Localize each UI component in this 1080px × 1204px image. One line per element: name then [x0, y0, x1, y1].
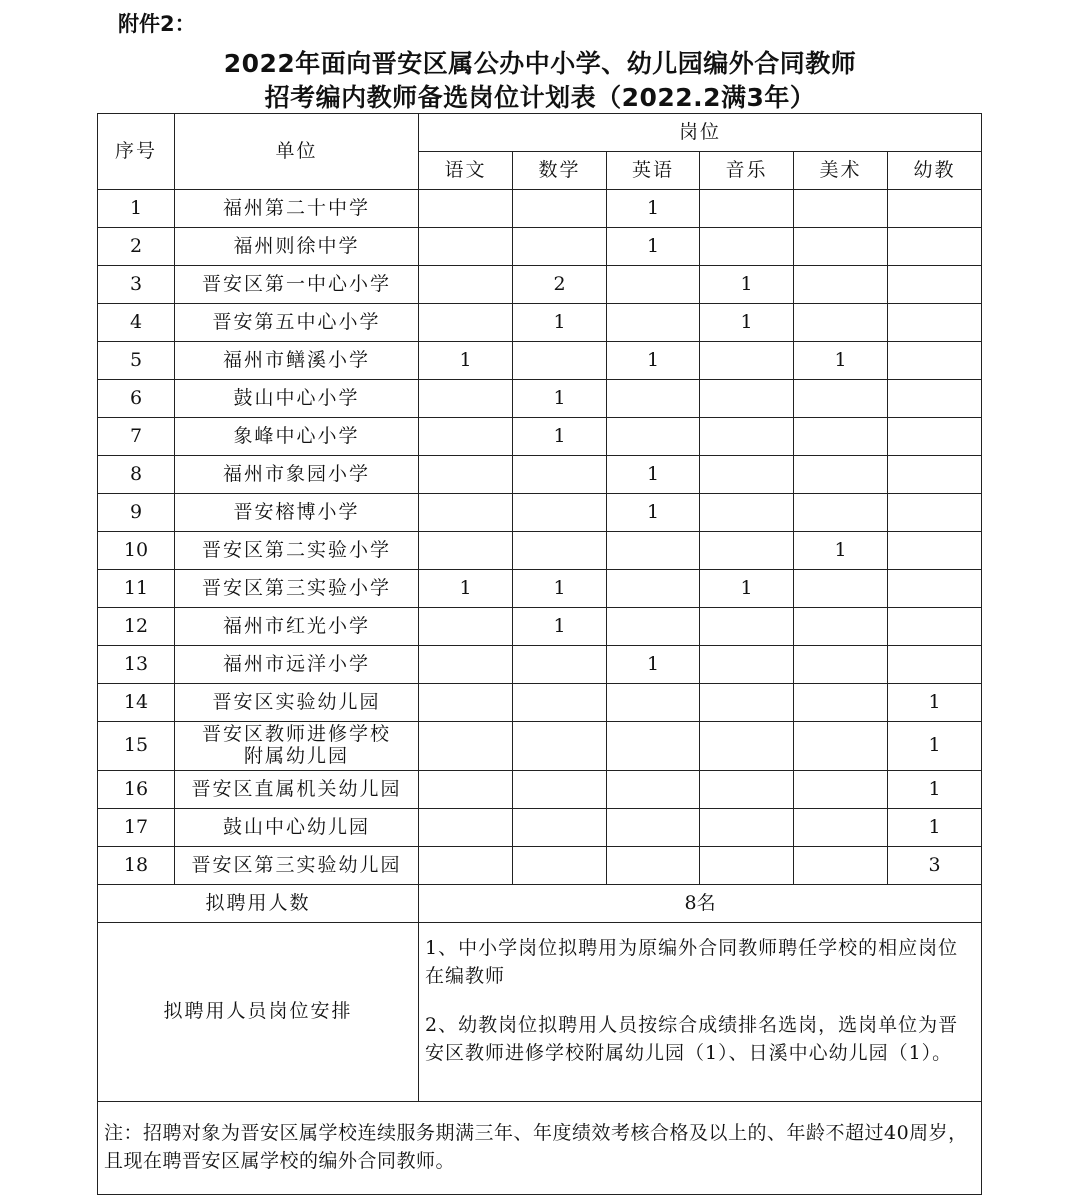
row-seq: 16 [98, 771, 175, 809]
attachment-label: 附件2： [118, 12, 196, 36]
document-title-line-1: 2022年面向晋安区属公办中小学、幼儿园编外合同教师 [223, 49, 857, 78]
row-seq: 7 [98, 418, 175, 456]
row-seq: 8 [98, 456, 175, 494]
row-value: 1 [700, 570, 794, 608]
total-row [98, 885, 982, 923]
row-unit: 晋安区第一中心小学 [175, 266, 419, 304]
row-value: 1 [607, 456, 700, 494]
row-value [700, 646, 794, 684]
row-value [513, 228, 607, 266]
table-row [98, 342, 982, 380]
row-unit-line-1: 晋安区教师进修学校 [201, 723, 391, 746]
table-row [98, 771, 982, 809]
row-unit: 晋安榕博小学 [175, 494, 419, 532]
row-value [794, 494, 888, 532]
arrangement-note-2: 2、幼教岗位拟聘用人员按综合成绩排名选岗，选岗单位为晋安区教师进修学校附属幼儿园（1）、日溪中心幼儿园（1）。 [425, 1014, 959, 1064]
row-value [607, 608, 700, 646]
row-value [794, 228, 888, 266]
row-value [888, 532, 982, 570]
row-value [513, 684, 607, 722]
row-value [700, 418, 794, 456]
row-value [700, 809, 794, 847]
footnote: 注：招聘对象为晋安区属学校连续服务期满三年、年度绩效考核合格及以上的、年龄不超过40周岁，且现在聘晋安区属学校的编外合同教师。 [98, 1102, 982, 1195]
table-row [98, 228, 982, 266]
row-unit: 晋安区第三实验小学 [175, 570, 419, 608]
row-value [513, 722, 607, 771]
header-row [98, 114, 982, 152]
row-seq: 10 [98, 532, 175, 570]
row-value [419, 380, 513, 418]
row-value [794, 570, 888, 608]
arrangement-label: 拟聘用人员岗位安排 [98, 923, 419, 1102]
row-value: 1 [607, 342, 700, 380]
row-value [794, 190, 888, 228]
row-value [888, 380, 982, 418]
row-value [419, 532, 513, 570]
row-value [794, 456, 888, 494]
row-value: 1 [888, 809, 982, 847]
table-row [98, 418, 982, 456]
row-seq: 4 [98, 304, 175, 342]
row-value: 1 [513, 608, 607, 646]
row-seq: 11 [98, 570, 175, 608]
row-value [513, 532, 607, 570]
row-value [419, 266, 513, 304]
row-value [607, 532, 700, 570]
arrangement-row [98, 923, 982, 1102]
row-unit-line-2: 附属幼儿园 [243, 745, 349, 767]
row-value: 1 [607, 646, 700, 684]
row-value: 1 [513, 418, 607, 456]
row-unit: 晋安区第二实验小学 [175, 532, 419, 570]
row-value [888, 608, 982, 646]
table-row [98, 684, 982, 722]
row-value [419, 646, 513, 684]
total-label: 拟聘用人数 [98, 885, 419, 923]
row-value [794, 646, 888, 684]
row-seq: 5 [98, 342, 175, 380]
row-unit: 福州市象园小学 [175, 456, 419, 494]
row-seq: 18 [98, 847, 175, 885]
row-seq: 9 [98, 494, 175, 532]
row-value [794, 266, 888, 304]
row-value [888, 266, 982, 304]
row-unit: 鼓山中心小学 [175, 380, 419, 418]
arrangement-notes [419, 923, 982, 1102]
row-seq: 14 [98, 684, 175, 722]
row-value [419, 847, 513, 885]
row-value: 1 [794, 532, 888, 570]
document-title-line-2: 招考编内教师备选岗位计划表（2022.2满3年） [264, 83, 816, 112]
row-value [419, 809, 513, 847]
header-subject-preschool: 幼教 [888, 152, 982, 190]
row-value [607, 722, 700, 771]
row-value [794, 771, 888, 809]
table-row [98, 608, 982, 646]
row-unit [175, 722, 419, 771]
row-seq: 2 [98, 228, 175, 266]
row-value [607, 380, 700, 418]
row-value: 1 [419, 342, 513, 380]
row-value [700, 771, 794, 809]
row-value [888, 228, 982, 266]
row-value [419, 190, 513, 228]
row-value [700, 342, 794, 380]
row-value [513, 809, 607, 847]
row-value [607, 809, 700, 847]
table-row [98, 532, 982, 570]
row-value [888, 304, 982, 342]
row-seq: 12 [98, 608, 175, 646]
row-value [888, 342, 982, 380]
row-value [607, 266, 700, 304]
row-value [700, 847, 794, 885]
row-value [607, 847, 700, 885]
table-row [98, 266, 982, 304]
header-subject-english: 英语 [607, 152, 700, 190]
table-row [98, 809, 982, 847]
row-value [794, 380, 888, 418]
row-value [700, 190, 794, 228]
row-value: 2 [513, 266, 607, 304]
row-value [419, 228, 513, 266]
row-value [513, 342, 607, 380]
table-row [98, 646, 982, 684]
table-row [98, 380, 982, 418]
table-row [98, 847, 982, 885]
row-seq: 17 [98, 809, 175, 847]
row-value [513, 456, 607, 494]
row-seq: 1 [98, 190, 175, 228]
row-unit: 晋安区实验幼儿园 [175, 684, 419, 722]
row-value [419, 418, 513, 456]
row-value: 1 [419, 570, 513, 608]
row-seq: 3 [98, 266, 175, 304]
header-positions: 岗位 [419, 114, 982, 152]
row-value: 1 [794, 342, 888, 380]
header-subject-art: 美术 [794, 152, 888, 190]
row-value [888, 494, 982, 532]
arrangement-note-1: 1、中小学岗位拟聘用为原编外合同教师聘任学校的相应岗位在编教师 [425, 937, 959, 987]
row-value: 1 [888, 771, 982, 809]
row-value: 1 [607, 228, 700, 266]
row-value: 1 [607, 190, 700, 228]
total-value: 8名 [419, 885, 982, 923]
row-value: 1 [607, 494, 700, 532]
row-unit: 晋安区第三实验幼儿园 [175, 847, 419, 885]
row-value [419, 456, 513, 494]
row-value [700, 228, 794, 266]
row-value [513, 646, 607, 684]
row-value [513, 190, 607, 228]
row-unit: 晋安区直属机关幼儿园 [175, 771, 419, 809]
table-row [98, 456, 982, 494]
row-value [419, 494, 513, 532]
row-value [419, 684, 513, 722]
row-value [419, 304, 513, 342]
row-value [794, 304, 888, 342]
row-seq: 6 [98, 380, 175, 418]
row-value [888, 570, 982, 608]
row-unit: 晋安第五中心小学 [175, 304, 419, 342]
row-value [888, 190, 982, 228]
header-subject-math: 数学 [513, 152, 607, 190]
row-value [700, 456, 794, 494]
row-value: 3 [888, 847, 982, 885]
header-unit: 单位 [175, 114, 419, 190]
row-value [607, 771, 700, 809]
row-value [607, 418, 700, 456]
row-seq: 15 [98, 722, 175, 771]
row-value: 1 [513, 304, 607, 342]
row-value [700, 380, 794, 418]
row-unit: 福州市远洋小学 [175, 646, 419, 684]
row-value [888, 646, 982, 684]
row-value: 1 [513, 570, 607, 608]
row-value [794, 608, 888, 646]
row-value [419, 608, 513, 646]
row-value: 1 [700, 304, 794, 342]
row-value: 1 [888, 684, 982, 722]
row-seq: 13 [98, 646, 175, 684]
row-unit: 鼓山中心幼儿园 [175, 809, 419, 847]
row-value: 1 [888, 722, 982, 771]
row-value [888, 456, 982, 494]
row-unit: 福州则徐中学 [175, 228, 419, 266]
row-value [700, 684, 794, 722]
row-value [607, 570, 700, 608]
header-seq: 序号 [98, 114, 175, 190]
row-value [607, 684, 700, 722]
position-plan-table [97, 113, 982, 1195]
row-value [513, 771, 607, 809]
row-value [888, 418, 982, 456]
row-unit: 福州市红光小学 [175, 608, 419, 646]
row-value [700, 608, 794, 646]
row-value [607, 304, 700, 342]
row-value: 1 [513, 380, 607, 418]
row-unit: 象峰中心小学 [175, 418, 419, 456]
row-value [513, 847, 607, 885]
table-row [98, 722, 982, 771]
table-row [98, 570, 982, 608]
row-unit: 福州市鳝溪小学 [175, 342, 419, 380]
footnote-row [98, 1102, 982, 1195]
row-value [700, 494, 794, 532]
table-row [98, 304, 982, 342]
row-value [794, 847, 888, 885]
table-row [98, 494, 982, 532]
row-value [700, 532, 794, 570]
table-row [98, 190, 982, 228]
row-value [794, 684, 888, 722]
row-value [419, 771, 513, 809]
row-value: 1 [700, 266, 794, 304]
row-unit: 福州第二十中学 [175, 190, 419, 228]
row-value [700, 722, 794, 771]
row-value [794, 418, 888, 456]
row-value [419, 722, 513, 771]
row-value [794, 809, 888, 847]
row-value [513, 494, 607, 532]
header-subject-chinese: 语文 [419, 152, 513, 190]
row-value [794, 722, 888, 771]
header-subject-music: 音乐 [700, 152, 794, 190]
